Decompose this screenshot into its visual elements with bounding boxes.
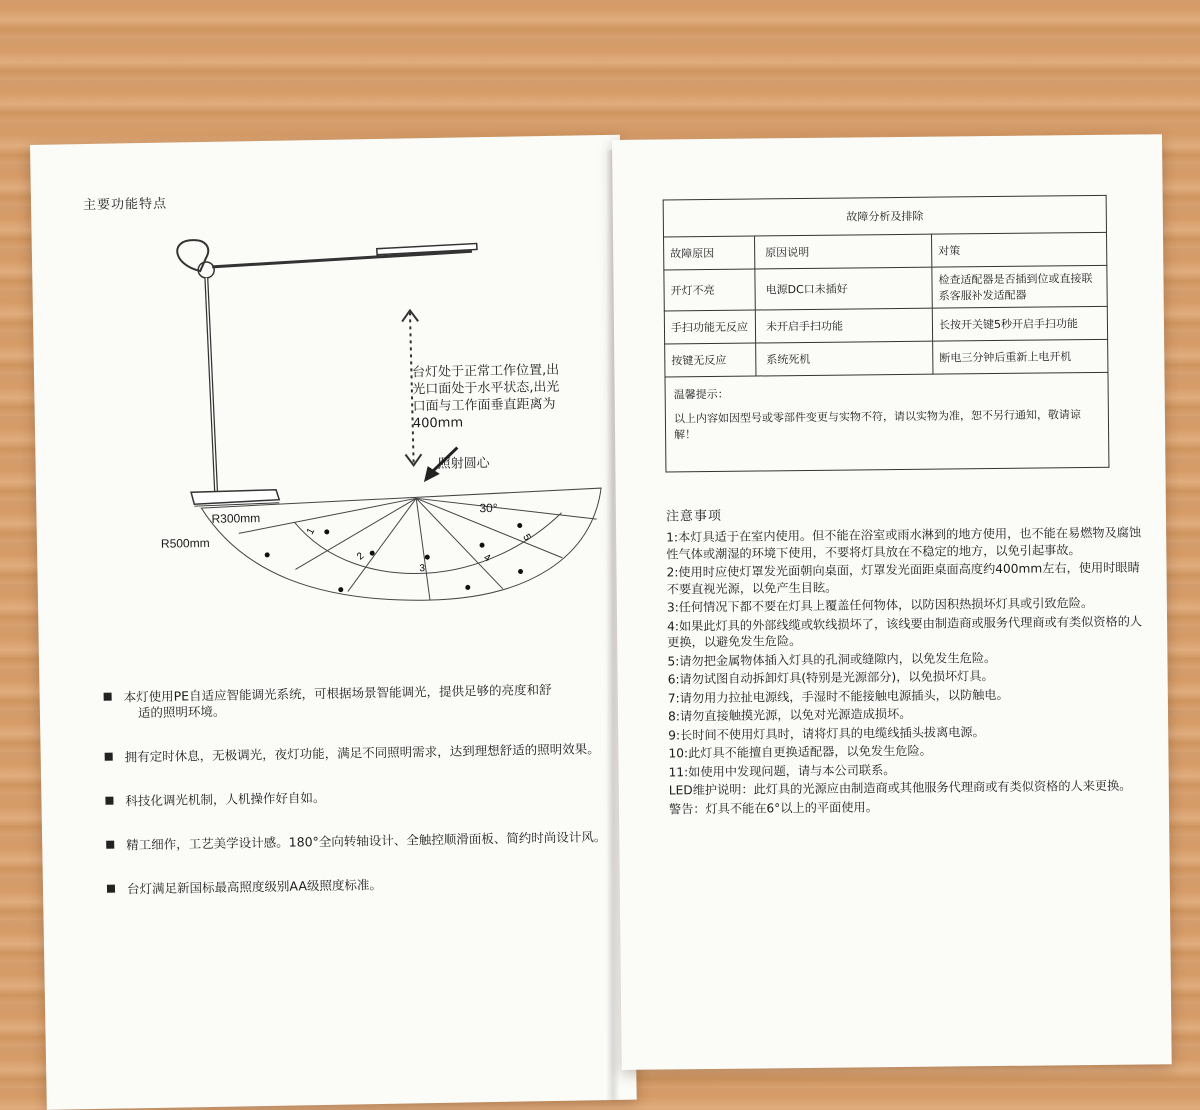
illumination-area [201, 488, 603, 604]
note-item: 4:如果此灯具的外部线缆或软线损坏了，该线要由制造商或服务代理商或有类似资格的人更换，以避免发生危险。 [667, 613, 1143, 650]
left-page [30, 135, 637, 1110]
tip-text: 以上内容如因型号或零部件变更与实物不符，请以实物为准，恕不另行通知，敬请谅解！ [673, 408, 1081, 442]
note-item: 警告：灯具不能在6°以上的平面使用。 [668, 799, 878, 816]
feature-item [105, 785, 615, 810]
note-item: 2:使用时应使灯罩发光面朝向桌面，灯罩发光面距桌面高度约400mm左右，使用时眼睛不要直视光源，以免产生目眩。 [666, 560, 1140, 596]
feature-item [105, 741, 615, 766]
table-cell: 按键无反应 [665, 343, 756, 377]
notes-list [666, 524, 1149, 819]
table-cell: 长按开关键5秒开启手扫功能 [932, 306, 1107, 341]
bullet-icon [106, 841, 114, 849]
table-cell: 断电三分钟后重新上电开机 [933, 339, 1108, 374]
bullet-icon [105, 753, 113, 761]
note-item: 8:请勿直接触摸光源，以免对光源造成损坏。 [667, 706, 912, 724]
lamp-handle [177, 240, 209, 272]
right-page [612, 134, 1172, 1070]
point-number: 3 [419, 563, 426, 575]
notes-heading: 注意事项 [665, 508, 723, 525]
point-number: 1 [304, 526, 318, 537]
feature-text-continued: 适的照明环境。 [137, 703, 226, 721]
table-row [664, 265, 1107, 311]
table-cell: 电源DC口未插好 [755, 267, 932, 310]
feature-list [104, 681, 618, 926]
column-header: 故障原因 [664, 236, 755, 270]
feature-text: 本灯使用PE自适应智能调光系统，可根据场景智能调光，提供足够的亮度和舒 [123, 681, 552, 705]
note-item: 5:请勿把金属物体插入灯具的孔洞或缝隙内，以免发生危险。 [667, 650, 997, 668]
note-item: 6:请勿试图自动拆卸灯具(特别是光源部分)，以免损坏灯具。 [667, 669, 994, 687]
feature-text: 科技化调光机制，人机操作好自如。 [125, 789, 326, 809]
note-item: 9:长时间不使用灯具时，请将灯具的电缆线插头拔离电源。 [668, 724, 985, 742]
note-item: 11:如使用中发现问题，请与本公司联系。 [668, 762, 896, 779]
table-cell: 检查适配器是否插到位或直接联系客服补发适配器 [932, 265, 1107, 308]
table-title: 故障分析及排除 [663, 195, 1106, 237]
note-item: 3:任何情况下都不要在灯具上覆盖任何物体，以防因积热损坏灯具或引致危险。 [666, 595, 1094, 615]
table-tip-row [665, 372, 1109, 472]
note-item: 1:本灯具适于在室内使用。但不能在浴室或雨水淋到的地方使用，也不能在易燃物及腐蚀性气体或潮湿的环境下使用，不要将灯具放在不稳定的地方，以免引起事故。 [666, 525, 1142, 561]
table-row [664, 306, 1107, 344]
table-cell: 手扫功能无反应 [664, 310, 755, 344]
diagram-description: 台灯处于正常工作位置,出光口面处于水平状态,出光口面与工作面垂直距离为400mm [411, 362, 560, 432]
point-number: 4 [481, 552, 493, 565]
lamp-arm [212, 251, 472, 267]
feature-item [104, 681, 614, 722]
point-number: 2 [355, 550, 367, 563]
table-cell: 开灯不亮 [664, 269, 755, 311]
bullet-icon [107, 885, 115, 893]
feature-item [107, 873, 617, 898]
column-header: 原因说明 [755, 234, 932, 269]
lamp-base [191, 490, 279, 505]
feature-item [106, 829, 616, 854]
note-item: 10:此灯具不能擅自更换适配器，以免发生危险。 [668, 743, 932, 761]
angle-label: 30° [479, 500, 498, 516]
troubleshooting-table [663, 195, 1110, 473]
note-item: 7:请勿用力拉扯电源线，手湿时不能接触电源插头，以防触电。 [667, 687, 1009, 705]
note-item: LED维护说明：此灯具的光源应由制造商或其他服务代理商或有类似资格的人来更换。 [668, 778, 1132, 798]
table-cell: 未开启手扫功能 [755, 308, 932, 343]
section-heading: 主要功能特点 [82, 196, 168, 214]
table-cell: 系统死机 [756, 341, 933, 376]
column-header: 对策 [932, 232, 1107, 267]
table-row [665, 339, 1108, 377]
center-label: 照射圆心 [437, 456, 490, 472]
bullet-icon [105, 797, 113, 805]
tip-title: 温馨提示： [673, 387, 729, 402]
feature-text: 拥有定时休息，无极调光，夜灯功能，满足不同照明需求，达到理想舒适的照明效果。 [124, 741, 600, 765]
radius-small-label: R300mm [211, 511, 261, 526]
lamp-diagram [142, 227, 619, 635]
tip-cell [665, 372, 1109, 472]
radius-large-label: R500mm [160, 535, 210, 551]
feature-text: 台灯满足新国标最高照度级别AA级照度标准。 [126, 876, 383, 897]
feature-text: 精工细作，工艺美学设计感。180°全向转轴设计、全触控顺滑面板、简约时尚设计风。 [126, 829, 607, 853]
bullet-icon [104, 693, 112, 701]
point-number: 5 [520, 532, 533, 543]
table-header-row [664, 232, 1107, 270]
